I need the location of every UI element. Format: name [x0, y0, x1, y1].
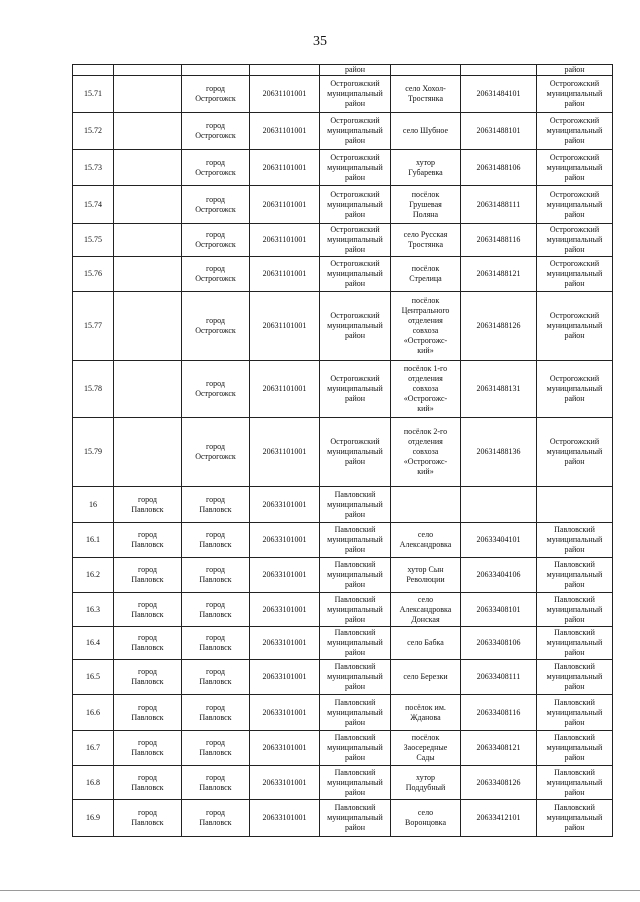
cell-locality: хутор Сын Революции — [391, 558, 461, 593]
cell-locality-code: 20633408126 — [461, 766, 537, 800]
cell-oktmo: 20633101001 — [250, 487, 320, 523]
cell-settlement — [114, 76, 182, 113]
cell-number: 16.9 — [73, 800, 114, 837]
cell-locality-code — [461, 65, 537, 76]
cell-center: город Павловск — [182, 523, 250, 558]
cell-locality-district: Острогожский муниципальный район — [537, 292, 613, 361]
page-number: 35 — [313, 34, 327, 49]
cell-locality-district: Павловский муниципальный район — [537, 800, 613, 837]
page-bottom-divider — [0, 890, 640, 891]
cell-locality: посёлок Стрелица — [391, 257, 461, 292]
cell-settlement — [114, 65, 182, 76]
cell-district: Острогожский муниципальный район — [320, 418, 391, 487]
cell-center: город Острогожск — [182, 257, 250, 292]
cell-locality-code: 20631488136 — [461, 418, 537, 487]
cell-locality: село Шубное — [391, 113, 461, 150]
cell-locality: село Березки — [391, 660, 461, 695]
table-row — [73, 593, 613, 627]
cell-locality-district: Острогожский муниципальный район — [537, 76, 613, 113]
table-row — [73, 627, 613, 660]
cell-number: 16.4 — [73, 627, 114, 660]
cell-oktmo: 20631101001 — [250, 257, 320, 292]
cell-locality: посёлок им. Жданова — [391, 695, 461, 731]
cell-settlement: город Павловск — [114, 660, 182, 695]
table-row — [73, 695, 613, 731]
cell-settlement: город Павловск — [114, 558, 182, 593]
cell-oktmo: 20631101001 — [250, 292, 320, 361]
cell-number: 15.76 — [73, 257, 114, 292]
cell-locality: село Александровка — [391, 523, 461, 558]
cell-oktmo: 20633101001 — [250, 660, 320, 695]
cell-center: город Острогожск — [182, 418, 250, 487]
cell-district: Павловский муниципальный район — [320, 660, 391, 695]
cell-number: 15.77 — [73, 292, 114, 361]
cell-locality-code: 20633404106 — [461, 558, 537, 593]
cell-district: район — [320, 65, 391, 76]
cell-center: город Острогожск — [182, 76, 250, 113]
cell-number: 16.2 — [73, 558, 114, 593]
cell-center: город Павловск — [182, 660, 250, 695]
cell-settlement: город Павловск — [114, 627, 182, 660]
cell-oktmo: 20633101001 — [250, 558, 320, 593]
cell-oktmo: 20633101001 — [250, 731, 320, 766]
cell-locality: посёлок Центрального отделения совхоза «Острогожс- кий» — [391, 292, 461, 361]
table-row — [73, 113, 613, 150]
cell-number: 16.6 — [73, 695, 114, 731]
cell-oktmo: 20633101001 — [250, 627, 320, 660]
cell-settlement — [114, 186, 182, 224]
cell-center: город Павловск — [182, 627, 250, 660]
cell-locality-district: Острогожский муниципальный район — [537, 418, 613, 487]
cell-district: Острогожский муниципальный район — [320, 76, 391, 113]
cell-locality-district: Павловский муниципальный район — [537, 558, 613, 593]
cell-locality: село Воронцовка — [391, 800, 461, 837]
table-row — [73, 361, 613, 418]
cell-locality-code: 20633408116 — [461, 695, 537, 731]
cell-locality-district: Острогожский муниципальный район — [537, 224, 613, 257]
cell-locality-district: Павловский муниципальный район — [537, 523, 613, 558]
cell-number — [73, 65, 114, 76]
cell-oktmo: 20631101001 — [250, 224, 320, 257]
cell-locality-district: Павловский муниципальный район — [537, 593, 613, 627]
cell-locality-code — [461, 487, 537, 523]
cell-number: 15.72 — [73, 113, 114, 150]
cell-center: город Острогожск — [182, 292, 250, 361]
cell-locality-code: 20633404101 — [461, 523, 537, 558]
cell-locality: посёлок 2-го отделения совхоза «Острогожс- кий» — [391, 418, 461, 487]
cell-oktmo: 20631101001 — [250, 113, 320, 150]
cell-district: Павловский муниципальный район — [320, 558, 391, 593]
cell-district: Павловский муниципальный район — [320, 523, 391, 558]
cell-district: Острогожский муниципальный район — [320, 150, 391, 186]
cell-number: 16.3 — [73, 593, 114, 627]
settlements-table — [72, 64, 613, 837]
cell-locality-district: Острогожский муниципальный район — [537, 361, 613, 418]
cell-oktmo: 20631101001 — [250, 418, 320, 487]
table-row — [73, 418, 613, 487]
cell-number: 16.1 — [73, 523, 114, 558]
cell-center: город Павловск — [182, 800, 250, 837]
cell-settlement: город Павловск — [114, 593, 182, 627]
table-row — [73, 150, 613, 186]
cell-district: Павловский муниципальный район — [320, 766, 391, 800]
cell-district: Павловский муниципальный район — [320, 487, 391, 523]
cell-oktmo: 20631101001 — [250, 361, 320, 418]
cell-district: Павловский муниципальный район — [320, 800, 391, 837]
cell-number: 16.5 — [73, 660, 114, 695]
cell-number: 15.78 — [73, 361, 114, 418]
cell-district: Острогожский муниципальный район — [320, 257, 391, 292]
cell-locality-district: Павловский муниципальный район — [537, 627, 613, 660]
table-row — [73, 76, 613, 113]
table-row — [73, 292, 613, 361]
cell-center — [182, 65, 250, 76]
cell-locality-district: Острогожский муниципальный район — [537, 113, 613, 150]
cell-oktmo: 20633101001 — [250, 695, 320, 731]
cell-oktmo — [250, 65, 320, 76]
cell-settlement: город Павловск — [114, 731, 182, 766]
cell-locality: село Александровка Донская — [391, 593, 461, 627]
cell-settlement — [114, 150, 182, 186]
cell-settlement: город Павловск — [114, 695, 182, 731]
cell-settlement — [114, 113, 182, 150]
cell-locality: село Бабка — [391, 627, 461, 660]
table-row — [73, 731, 613, 766]
cell-locality-code: 20631488131 — [461, 361, 537, 418]
cell-settlement — [114, 418, 182, 487]
cell-center: город Павловск — [182, 766, 250, 800]
cell-center: город Острогожск — [182, 186, 250, 224]
cell-number: 15.73 — [73, 150, 114, 186]
cell-locality-code: 20633408106 — [461, 627, 537, 660]
table-row — [73, 257, 613, 292]
cell-locality: село Хохол- Тростянка — [391, 76, 461, 113]
table-row — [73, 65, 613, 76]
cell-number: 16 — [73, 487, 114, 523]
cell-locality-district — [537, 487, 613, 523]
cell-locality: хутор Поддубный — [391, 766, 461, 800]
cell-oktmo: 20633101001 — [250, 766, 320, 800]
cell-settlement: город Павловск — [114, 800, 182, 837]
cell-center: город Павловск — [182, 558, 250, 593]
table-row — [73, 800, 613, 837]
cell-district: Острогожский муниципальный район — [320, 186, 391, 224]
cell-district: Острогожский муниципальный район — [320, 113, 391, 150]
cell-locality-code: 20633408121 — [461, 731, 537, 766]
cell-center: город Острогожск — [182, 224, 250, 257]
cell-locality — [391, 65, 461, 76]
cell-district: Павловский муниципальный район — [320, 731, 391, 766]
cell-oktmo: 20631101001 — [250, 186, 320, 224]
table-row — [73, 558, 613, 593]
cell-number: 15.75 — [73, 224, 114, 257]
cell-center: город Острогожск — [182, 113, 250, 150]
cell-settlement — [114, 292, 182, 361]
cell-settlement — [114, 257, 182, 292]
cell-locality-code: 20631488111 — [461, 186, 537, 224]
cell-oktmo: 20633101001 — [250, 593, 320, 627]
cell-number: 16.7 — [73, 731, 114, 766]
cell-locality-district: Павловский муниципальный район — [537, 660, 613, 695]
cell-settlement: город Павловск — [114, 487, 182, 523]
cell-locality-code: 20631488101 — [461, 113, 537, 150]
table-row — [73, 660, 613, 695]
table-row — [73, 186, 613, 224]
cell-locality — [391, 487, 461, 523]
cell-center: город Острогожск — [182, 361, 250, 418]
cell-locality-district: Острогожский муниципальный район — [537, 186, 613, 224]
cell-locality: хутор Губаревка — [391, 150, 461, 186]
cell-district: Павловский муниципальный район — [320, 695, 391, 731]
cell-locality-code: 20631488126 — [461, 292, 537, 361]
cell-locality: посёлок 1-го отделения совхоза «Острогожс- кий» — [391, 361, 461, 418]
cell-locality-code: 20631488121 — [461, 257, 537, 292]
cell-locality-code: 20631488116 — [461, 224, 537, 257]
cell-settlement — [114, 361, 182, 418]
cell-locality-district: Павловский муниципальный район — [537, 731, 613, 766]
cell-locality-district: Павловский муниципальный район — [537, 695, 613, 731]
cell-number: 16.8 — [73, 766, 114, 800]
cell-number: 15.79 — [73, 418, 114, 487]
table-row — [73, 487, 613, 523]
cell-settlement: город Павловск — [114, 766, 182, 800]
cell-locality-code: 20633408111 — [461, 660, 537, 695]
cell-oktmo: 20631101001 — [250, 76, 320, 113]
cell-number: 15.74 — [73, 186, 114, 224]
cell-center: город Павловск — [182, 487, 250, 523]
cell-locality-district: Острогожский муниципальный район — [537, 150, 613, 186]
cell-locality-district: район — [537, 65, 613, 76]
cell-locality-code: 20631484101 — [461, 76, 537, 113]
cell-oktmo: 20631101001 — [250, 150, 320, 186]
cell-settlement — [114, 224, 182, 257]
cell-oktmo: 20633101001 — [250, 800, 320, 837]
cell-center: город Павловск — [182, 695, 250, 731]
table-row — [73, 766, 613, 800]
cell-locality: село Русская Тростянка — [391, 224, 461, 257]
cell-locality-district: Острогожский муниципальный район — [537, 257, 613, 292]
cell-locality: посёлок Заосередные Сады — [391, 731, 461, 766]
cell-locality-code: 20633412101 — [461, 800, 537, 837]
cell-center: город Павловск — [182, 593, 250, 627]
table-row — [73, 523, 613, 558]
cell-center: город Павловск — [182, 731, 250, 766]
cell-locality: посёлок Грушевая Поляна — [391, 186, 461, 224]
table-body — [73, 65, 613, 837]
cell-district: Павловский муниципальный район — [320, 627, 391, 660]
cell-district: Павловский муниципальный район — [320, 593, 391, 627]
cell-number: 15.71 — [73, 76, 114, 113]
cell-settlement: город Павловск — [114, 523, 182, 558]
cell-oktmo: 20633101001 — [250, 523, 320, 558]
cell-district: Острогожский муниципальный район — [320, 292, 391, 361]
cell-center: город Острогожск — [182, 150, 250, 186]
cell-locality-code: 20631488106 — [461, 150, 537, 186]
cell-district: Острогожский муниципальный район — [320, 361, 391, 418]
cell-locality-district: Павловский муниципальный район — [537, 766, 613, 800]
cell-district: Острогожский муниципальный район — [320, 224, 391, 257]
table-row — [73, 224, 613, 257]
cell-locality-code: 20633408101 — [461, 593, 537, 627]
